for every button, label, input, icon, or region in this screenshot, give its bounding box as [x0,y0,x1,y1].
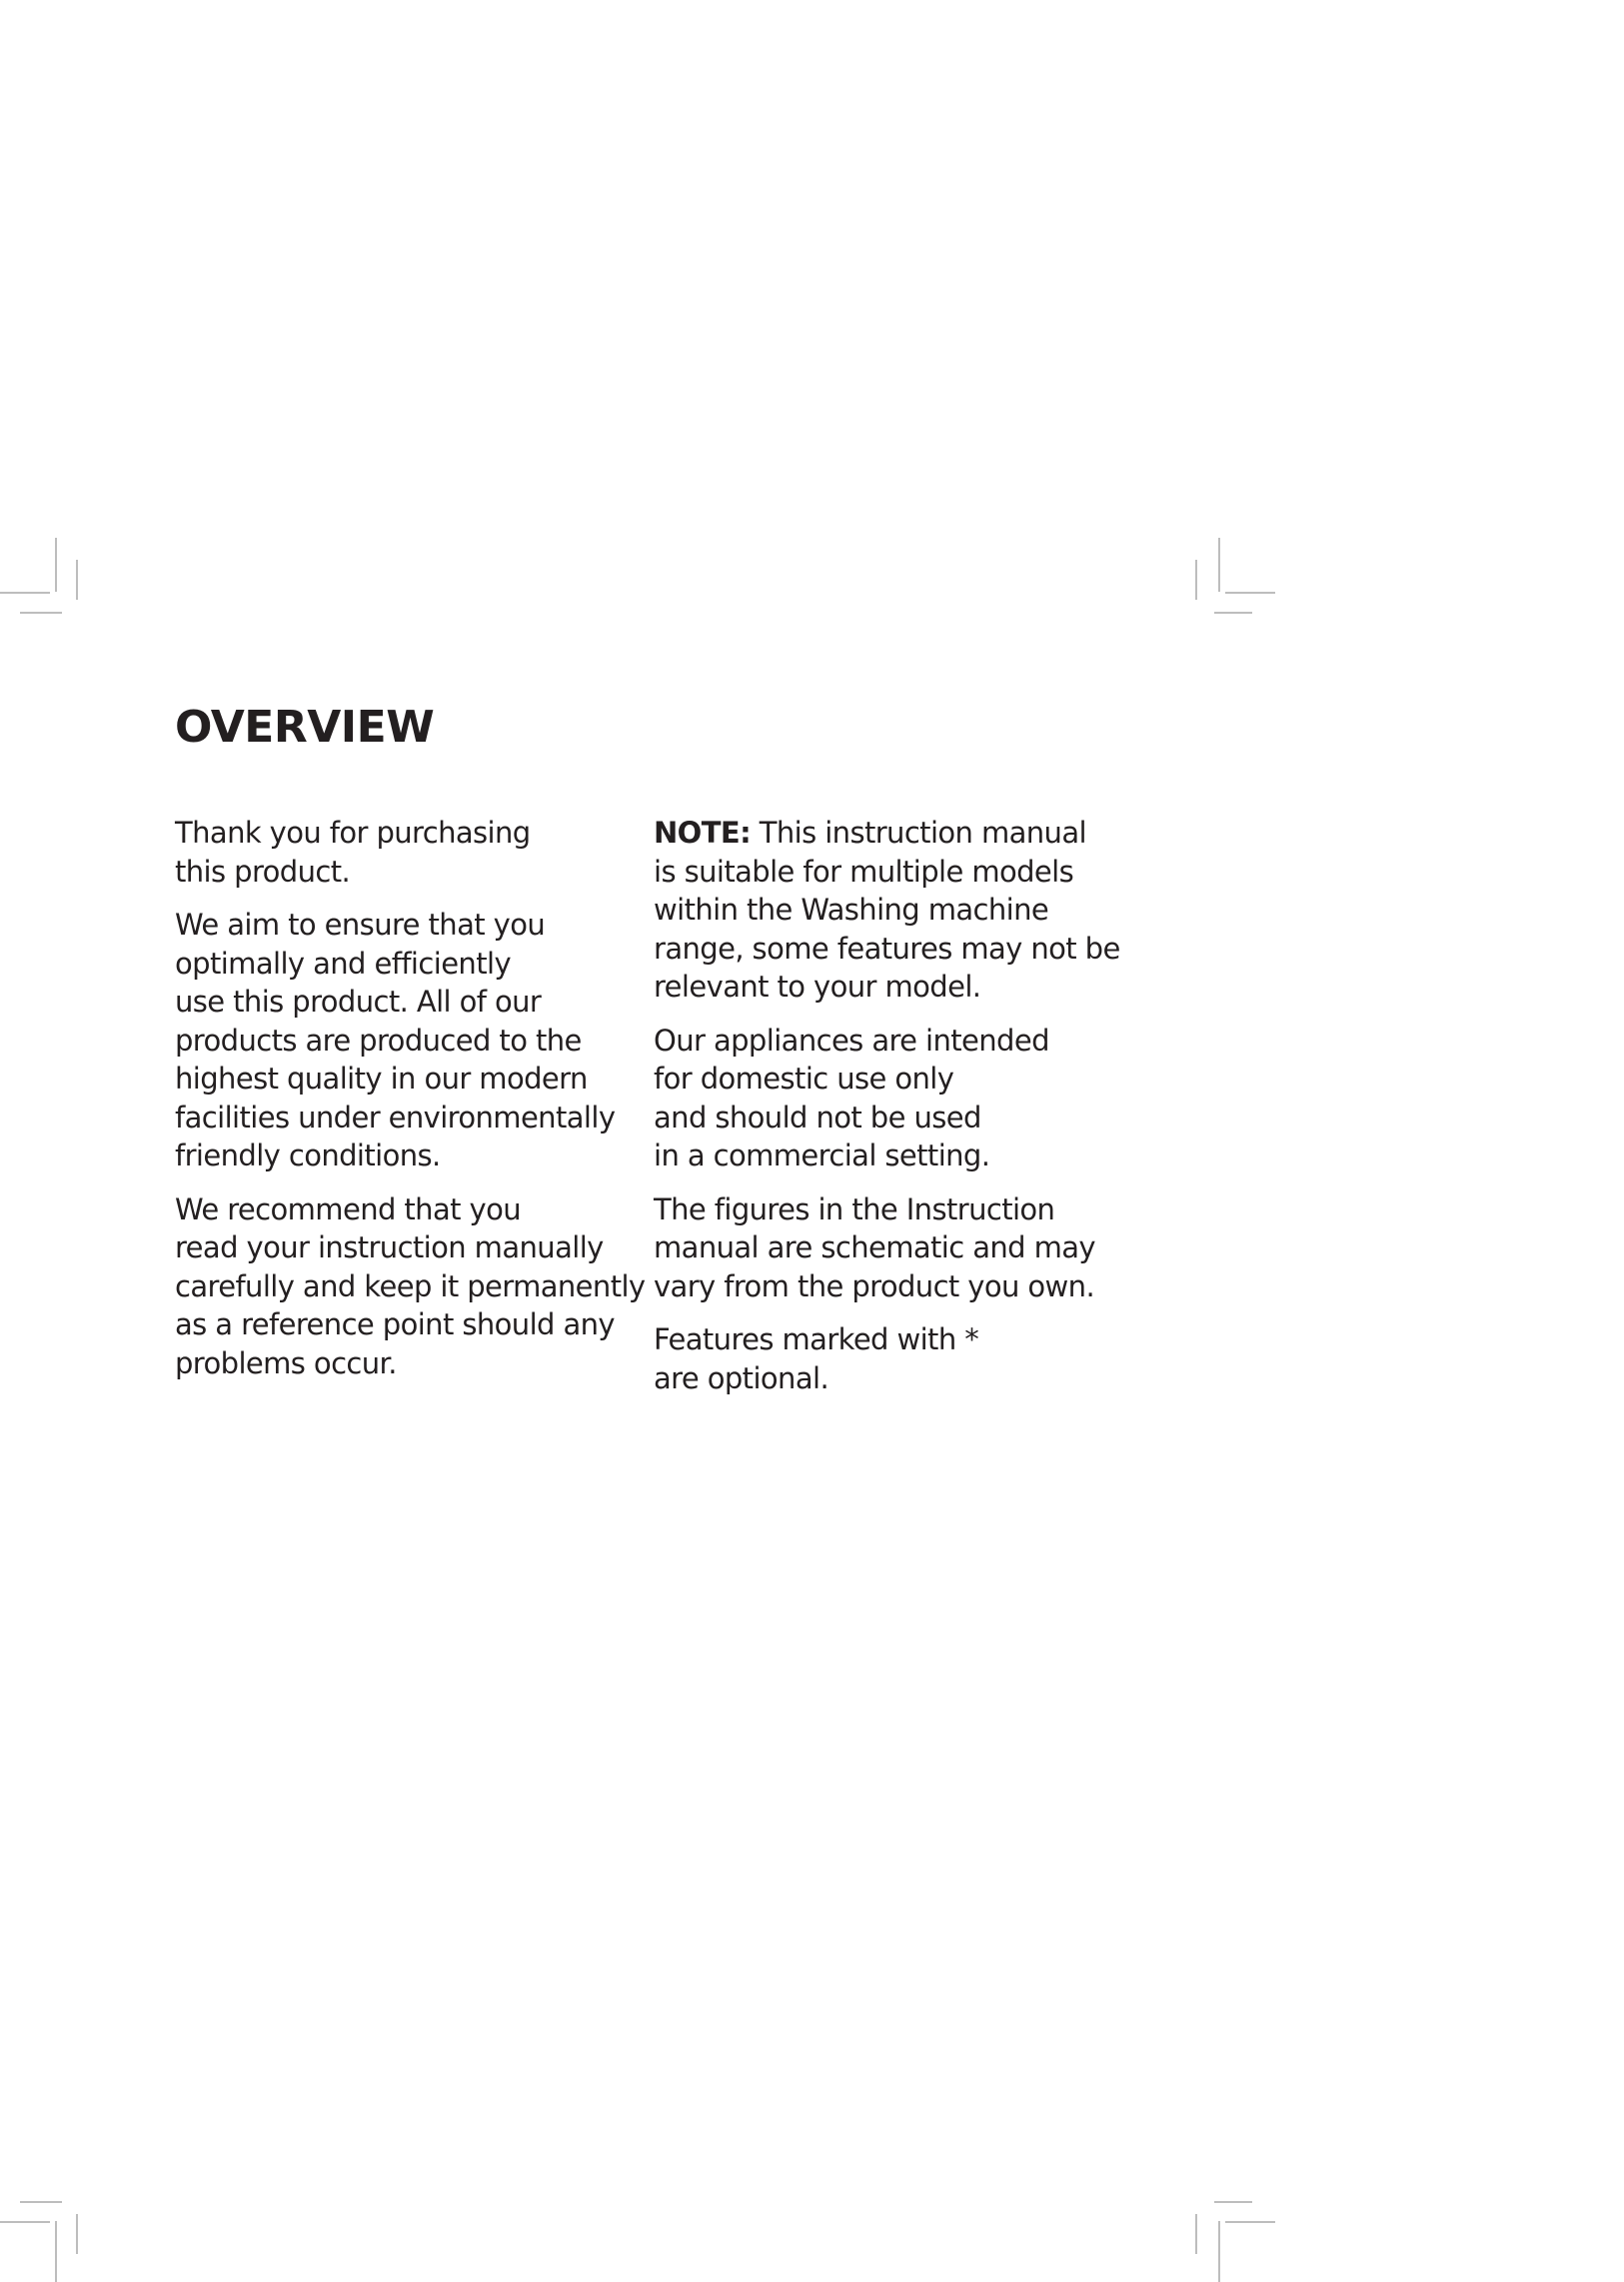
text-line [654,814,1123,853]
text-line: are optional. [654,1360,829,1395]
crop-mark [1218,538,1220,592]
crop-mark [1214,612,1252,614]
crop-mark [55,538,57,592]
text-line: read your instruction manually [175,1230,604,1264]
text-line: Features marked with * [654,1322,979,1356]
text-line: this product. [175,854,351,889]
crop-mark [20,612,62,614]
crop-mark [0,2221,50,2223]
crop-mark [76,560,78,600]
crop-mark [1218,2221,1220,2282]
note-paragraph [654,814,1123,1007]
text-line: highest quality in our modern [175,1062,588,1096]
figures-paragraph [654,1190,1123,1306]
crop-mark [20,2201,62,2203]
crop-mark [1225,2221,1275,2223]
text-line: vary from the product you own. [654,1268,1095,1303]
recommendation-paragraph [175,1190,645,1383]
note-text: This instruction manual [751,816,1086,850]
crop-mark [55,2221,57,2282]
text-line: problems occur. [175,1345,397,1380]
crop-mark [1195,2214,1197,2254]
text-line: and should not be used [654,1100,981,1135]
text-line: relevant to your model. [654,970,981,1004]
crop-mark [1195,560,1197,600]
crop-mark [1214,2201,1252,2203]
quality-paragraph [175,906,645,1175]
text-line: facilities under environmentally [175,1100,616,1135]
note-label: NOTE: [654,816,752,850]
text-line: in a commercial setting. [654,1139,990,1172]
crop-mark [76,2214,78,2254]
text-line: use this product. All of our [175,985,542,1019]
text-line: optimally and efficiently [175,946,512,981]
text-line: as a reference point should any [175,1307,615,1341]
text-line: The figures in the Instruction [654,1191,1055,1226]
text-line: is suitable for multiple models [654,854,1074,889]
text-line: Our appliances are intended [654,1023,1049,1058]
text-line: manual are schematic and may [654,1230,1095,1264]
text-line: carefully and keep it permanently [175,1268,646,1303]
right-column [654,814,1123,1412]
text-line: We recommend that you [175,1191,521,1226]
text-line: Thank you for purchasing [175,816,531,850]
text-line: products are produced to the [175,1023,582,1058]
left-column [175,814,645,1397]
text-line: We aim to ensure that you [175,908,546,942]
domestic-use-paragraph [654,1022,1123,1175]
intro-paragraph [175,814,645,891]
text-line: range, some features may not be [654,931,1120,966]
optional-features-paragraph [654,1320,1123,1397]
text-line: for domestic use only [654,1062,954,1096]
text-line: friendly conditions. [175,1139,441,1172]
page-title: OVERVIEW [175,702,435,753]
text-line: within the Washing machine [654,893,1049,927]
crop-mark [1225,592,1275,594]
crop-mark [0,592,50,594]
